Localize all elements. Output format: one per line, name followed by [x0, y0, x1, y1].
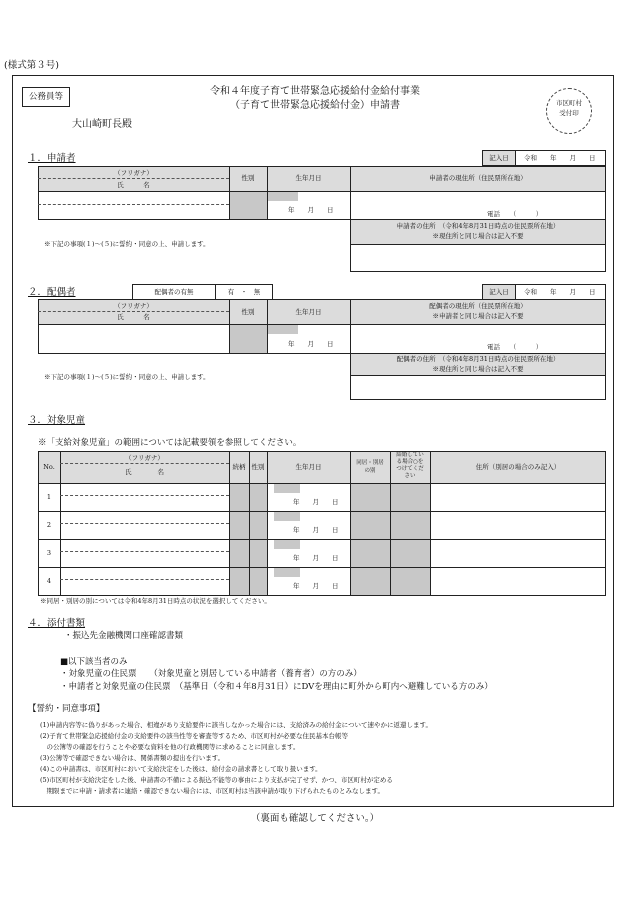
dob-fields[interactable]: 年 月 日	[288, 206, 334, 214]
title-line-1: 令和４年度子育て世帯緊急応援給付金給付事業	[210, 86, 420, 97]
spouse-dob-fields[interactable]: 年 月 日	[288, 340, 334, 348]
col-cohab-1: 同居・別居	[356, 460, 384, 466]
col-dv-1: 結婚してい	[396, 452, 424, 458]
oath-line: 期限までに申請・請求者に連絡・確認できない場合には、市区町村は当該申請が取り下げられたものとみなします。	[40, 787, 384, 795]
section-2-heading: ２．配偶者	[28, 287, 76, 298]
spouse-aug-address-label: 配偶者の住所 （令和4年8月31日時点の住民票所在地）	[396, 355, 560, 363]
oath-line: (5)市区町村が支給決定をした後、申請書の不備による振込不能等の事由により支払が完了せず、かつ、市区町村が定める	[40, 776, 393, 784]
spouse-exists-label: 配偶者の有無	[132, 284, 216, 300]
row-dob-fields[interactable]: 年 月 日	[293, 554, 339, 562]
oath-heading: 【誓約・同意事項】	[28, 704, 105, 714]
applicant-oath: ※下記の事項(１)～(５)に誓約・同意の上、申請します。	[44, 240, 210, 248]
spouse-dob-label: 生年月日	[295, 308, 322, 316]
office-receipt-stamp	[546, 88, 592, 134]
spouse-aug-address-note: ※現住所と同じ場合は記入不要	[432, 365, 524, 373]
row-dob-fields[interactable]: 年 月 日	[293, 582, 339, 590]
col-address: 住所（別居の場合のみ記入）	[475, 463, 561, 471]
col-dv-3: つけてくだ	[396, 466, 424, 472]
attachment-item-3: ・申請者と対象児童の住民票 （基準日（令和４年8月31日）にDVを理由に町外から町内へ避難している方のみ）	[60, 682, 493, 692]
aug-address-note: ※現住所と同じ場合は記入不要	[432, 232, 524, 240]
col-no: No.	[43, 463, 55, 471]
row-no: 4	[46, 577, 52, 585]
spouse-entry-date-label: 記入日	[482, 284, 516, 300]
row-no: 1	[46, 493, 52, 501]
oath-line: の公簿等の確認を行うことや必要な資料を他の行政機関等に求めることに同意します。	[40, 743, 300, 751]
footer-note: （裏面も確認してください。）	[250, 813, 380, 824]
section-4-heading: ４．添付書類	[28, 618, 86, 629]
col-dv-4: さい	[404, 473, 416, 479]
attachment-item-1: ・振込先金融機関口座確認書類	[64, 631, 184, 641]
section-3-heading: ３．対象児童	[28, 415, 86, 426]
spouse-phone-field[interactable]: 電話 （ ）	[487, 343, 543, 351]
entry-date-label: 記入日	[482, 150, 516, 166]
oath-line: (3)公簿等で確認できない場合は、関係書類の提出を行います。	[40, 754, 225, 762]
sex-label: 性別	[241, 174, 255, 182]
row-no: 3	[46, 549, 52, 557]
oath-line: (4)この申請書は、市区町村において支給決定をした後は、給付金の請求書として取り扱います。	[40, 765, 322, 773]
phone-field[interactable]: 電話 （ ）	[487, 210, 543, 218]
stamp-text-2: 受付印	[559, 109, 579, 117]
col-dob: 生年月日	[295, 463, 322, 471]
col-cohab-2: の別	[364, 468, 376, 474]
spouse-sex-label: 性別	[241, 308, 255, 316]
attachment-item-2: ・対象児童の住民票 （対象児童と別居している申請者（養育者）の方のみ）	[60, 669, 362, 679]
furigana-label: （フリガナ）	[114, 169, 153, 177]
title-line-2: （子育て世帯緊急応援給付金）申請書	[230, 100, 400, 111]
oath-line: (1)申請内容等に偽りがあった場合、相違があり支給要件に該当しなかった場合には、支給済みの給付金について速やかに返還します。	[40, 721, 432, 729]
addressee: 大山崎町長殿	[72, 119, 132, 130]
dob-label: 生年月日	[295, 174, 322, 182]
spouse-furigana-label: （フリガナ）	[114, 302, 153, 310]
spouse-address-label: 配偶者の現住所（住民票所在地）	[429, 302, 527, 310]
spouse-oath: ※下記の事項(１)～(５)に誓約・同意の上、申請します。	[44, 373, 210, 381]
aug-address-label: 申請者の住所 （令和4年8月31日時点の住民票所在地）	[396, 222, 560, 230]
row-dob-fields[interactable]: 年 月 日	[293, 498, 339, 506]
entry-date-field[interactable]: 令和 年 月 日	[515, 150, 606, 166]
spouse-address-note: ※申請者と同じ場合は記入不要	[432, 312, 524, 320]
children-note: ※「支給対象児童」の範囲については記載要領を参照してください。	[38, 438, 302, 448]
col-dv-2: る場合○を	[396, 459, 424, 465]
form-number: (様式第３号)	[4, 60, 59, 71]
col-sex: 性別	[251, 463, 265, 471]
row-no: 2	[46, 521, 52, 529]
spouse-exists-choice[interactable]: 有 ・ 無	[215, 284, 273, 300]
oath-line: (2)子育て世帯緊急応援給付金の支給要件の該当性等を審査等するため、市区町村が必要な住民基本台帳等	[40, 732, 348, 740]
official-stamp-box: 公務員等	[22, 87, 70, 107]
name-label: 氏 名	[117, 181, 150, 189]
row-dob-fields[interactable]: 年 月 日	[293, 526, 339, 534]
col-furigana: （フリガナ）	[125, 454, 164, 462]
spouse-entry-date-field[interactable]: 令和 年 月 日	[515, 284, 606, 300]
current-address-label: 申請者の現住所（住民票所在地）	[429, 174, 527, 182]
col-name: 氏 名	[125, 468, 164, 476]
children-footnote: ※同居・別居の別については令和4年8月31日時点の状況を選択してください。	[40, 597, 271, 605]
attachment-only-if: ■以下該当者のみ	[60, 657, 128, 667]
section-1-heading: １．申請者	[28, 153, 76, 164]
col-relation: 続柄	[232, 463, 246, 471]
stamp-text-1: 市区町村	[556, 99, 582, 107]
spouse-name-label: 氏 名	[117, 313, 150, 321]
